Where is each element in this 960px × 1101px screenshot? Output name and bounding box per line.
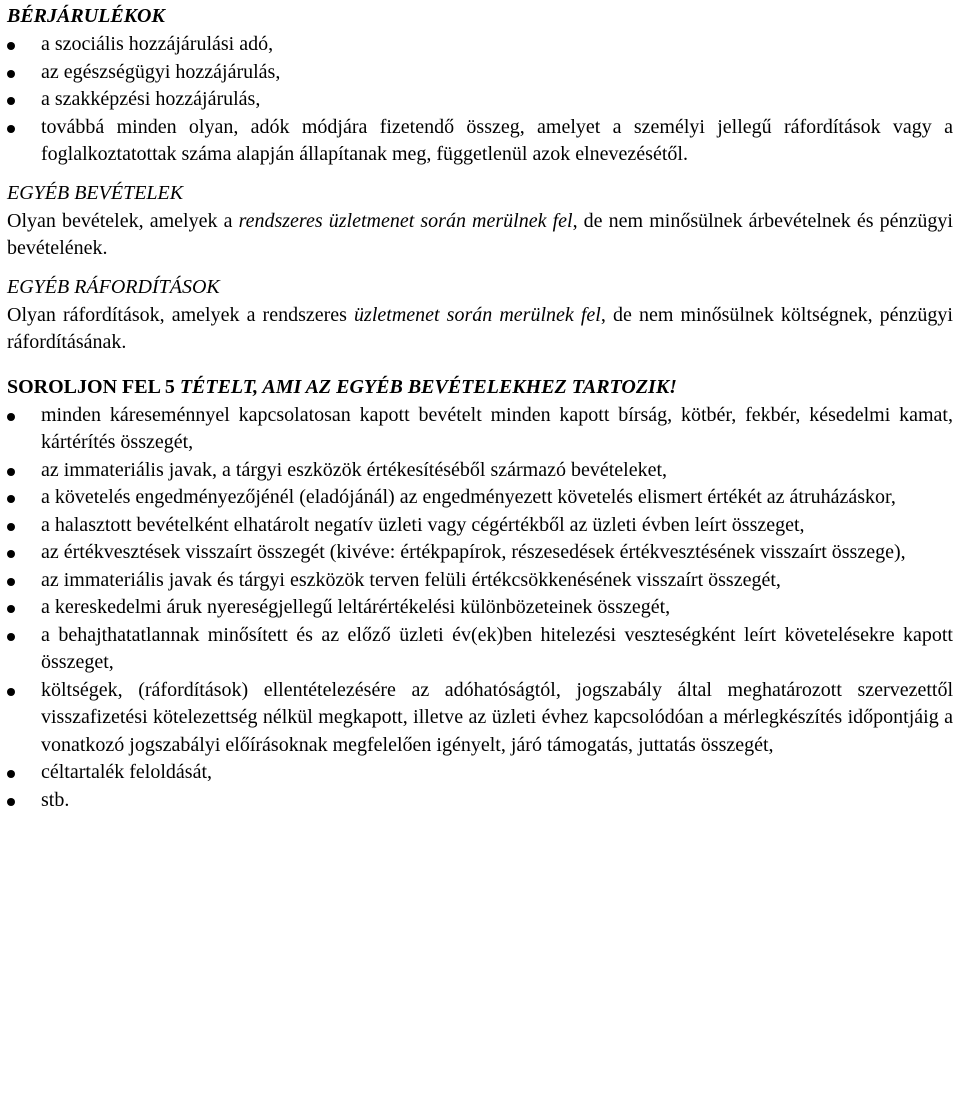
list-item: az értékvesztések visszaírt összegét (kivéve: értékpapírok, részesedések értékvesztésének visszaírt összege), (7, 539, 953, 567)
bullet-icon (7, 633, 15, 641)
list-item: céltartalék feloldását, (7, 759, 953, 787)
bullet-icon (7, 523, 15, 531)
bullet-icon (7, 550, 15, 558)
bullet-icon (7, 468, 15, 476)
bullet-icon (7, 798, 15, 806)
list-item: a halasztott bevételként elhatárolt negatív üzleti vagy cégértékből az üzleti évben leírt összeget, (7, 512, 953, 540)
bullet-icon (7, 770, 15, 778)
bullet-icon (7, 125, 15, 133)
bullet-icon (7, 42, 15, 50)
bullet-icon (7, 97, 15, 105)
list-item: továbbá minden olyan, adók módjára fizetendő összeg, amelyet a személyi jellegű ráfordítások vagy a foglalkoztatottak száma alapján állapítanak meg, függetlenül azok elnevezésétől. (7, 114, 953, 169)
section-heading-berjarulekok: BÉRJÁRULÉKOK (7, 5, 165, 27)
section-heading-task: SOROLJON FEL 5 TÉTELT, AMI AZ EGYÉB BEVÉTELEKHEZ TARTOZIK! (7, 375, 677, 398)
list-item: az egészségügyi hozzájárulás, (7, 59, 953, 87)
list-item: a behajthatatlannak minősített és az előző üzleti év(ek)ben hitelezési veszteségként leírt követelésekre kapott összeget, (7, 622, 953, 677)
list-item: stb. (7, 787, 953, 815)
egyeb-raforditasok-definition: Olyan ráfordítások, amelyek a rendszeres üzletmenet során merülnek fel, de nem minősülnek költségnek, pénzügyi ráfordításának. (7, 303, 953, 353)
list-item: költségek, (ráfordítások) ellentételezésére az adóhatóságtól, jogszabály által meghatározott szervezettől visszafizetési kötelezettség nélkül megkapott, illetve az üzleti évhez kapcsolódóan a mérlegkészítés időpontjáig a vonatkozó jogszabályi előírásoknak megfelelően igényelt, járó támogatás, juttatás összegét, (7, 677, 953, 760)
bullet-icon (7, 413, 15, 421)
list-item: a szociális hozzájárulási adó, (7, 31, 953, 59)
egyeb-bevetelek-list (7, 402, 953, 815)
list-item: az immateriális javak és tárgyi eszközök terven felüli értékcsökkenésének visszaírt összegét, (7, 567, 953, 595)
bullet-icon (7, 70, 15, 78)
egyeb-bevetelek-definition: Olyan bevételek, amelyek a rendszeres üzletmenet során merülnek fel, de nem minősülnek árbevételnek és pénzügyi bevételének. (7, 209, 953, 259)
list-item: a követelés engedményezőjénél (eladójánál) az engedményezett követelés elismert értékét az átruházáskor, (7, 484, 953, 512)
list-item: minden káreseménnyel kapcsolatosan kapott bevételt minden kapott bírság, kötbér, fekbér, késedelmi kamat, kártérítés összegét, (7, 402, 953, 457)
list-item: a kereskedelmi áruk nyereségjellegű leltárértékelési különbözeteinek összegét, (7, 594, 953, 622)
bullet-icon (7, 495, 15, 503)
list-item: az immateriális javak, a tárgyi eszközök értékesítéséből származó bevételeket, (7, 457, 953, 485)
bullet-icon (7, 688, 15, 696)
section-heading-egyeb-raforditasok: EGYÉB RÁFORDÍTÁSOK (7, 275, 220, 298)
berjarulekok-list (7, 31, 953, 169)
section-heading-egyeb-bevetelek: EGYÉB BEVÉTELEK (7, 181, 184, 204)
bullet-icon (7, 578, 15, 586)
list-item: a szakképzési hozzájárulás, (7, 86, 953, 114)
bullet-icon (7, 605, 15, 613)
